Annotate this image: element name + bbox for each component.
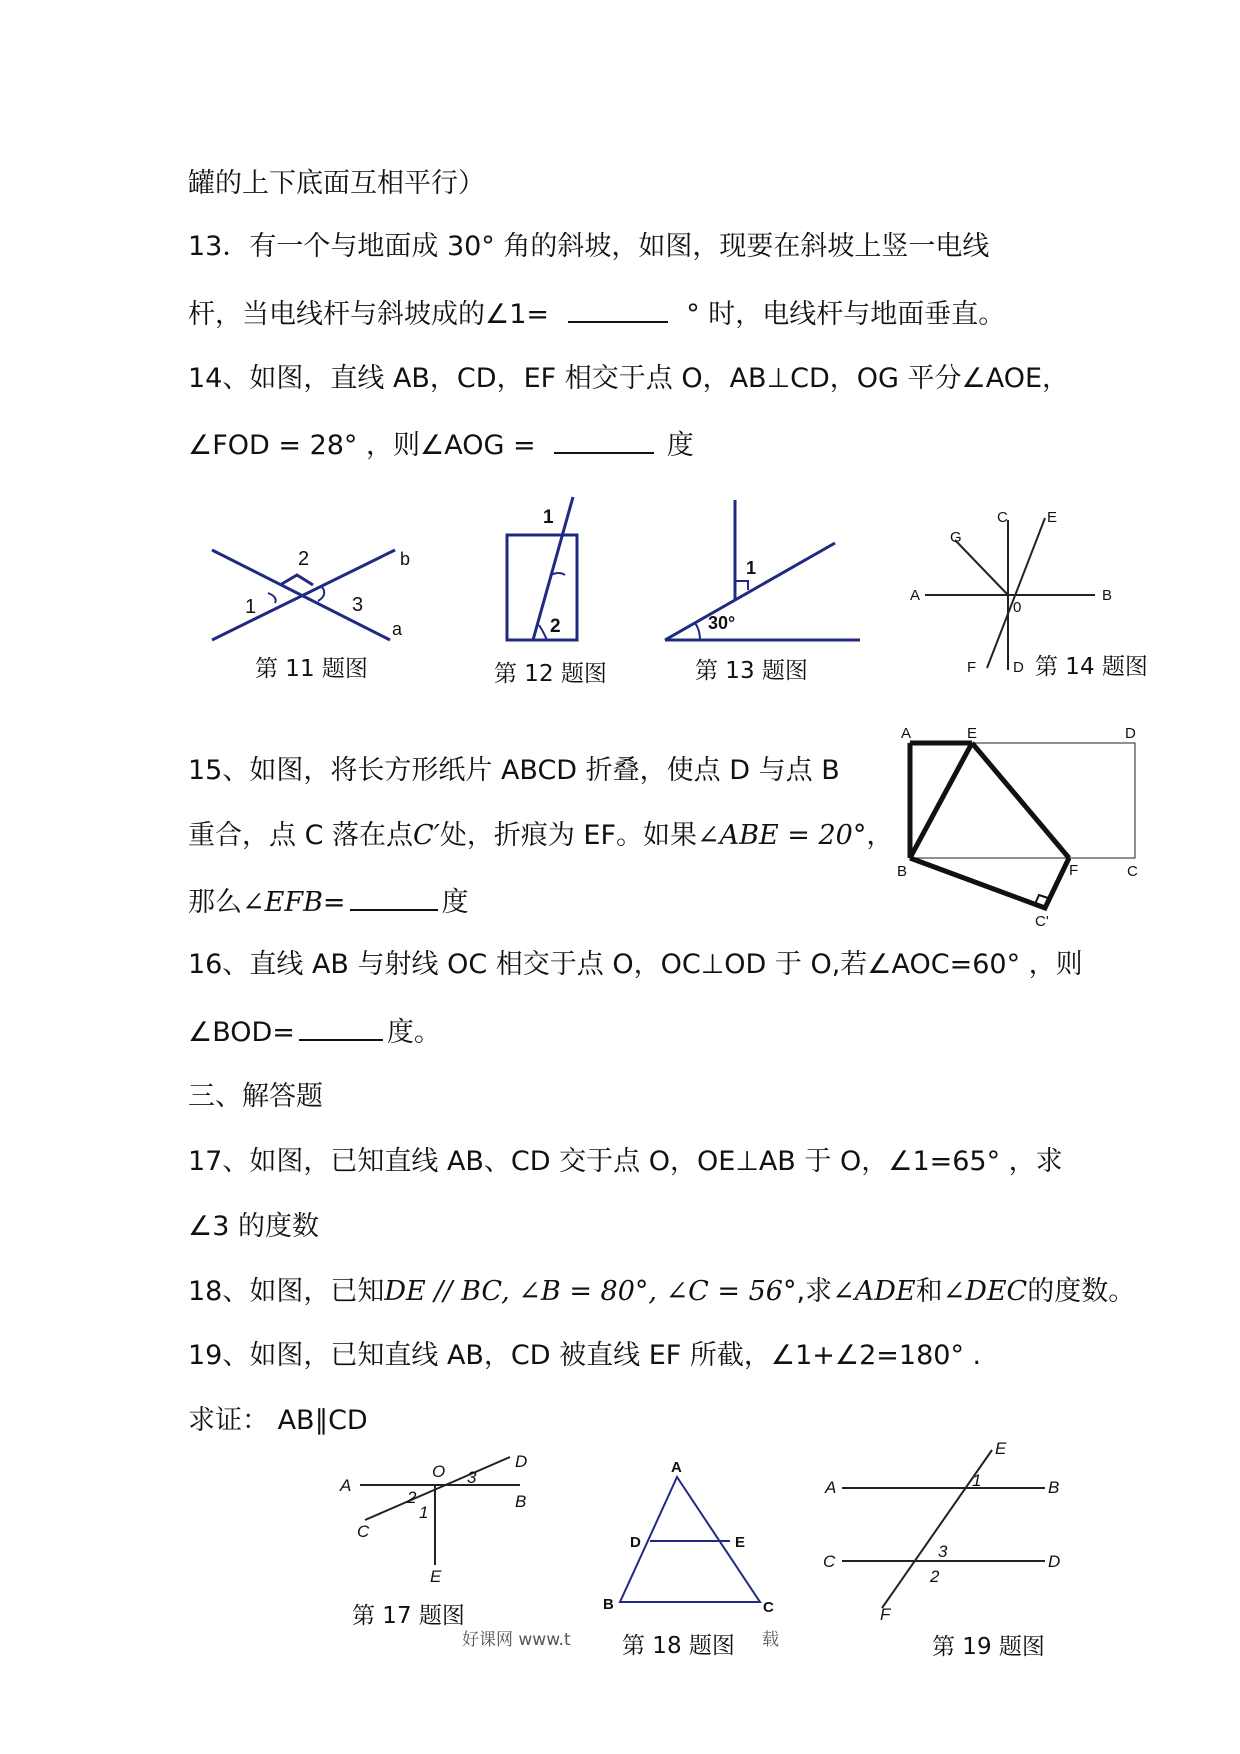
label-1: 1: [972, 1471, 982, 1490]
question-13-text-cont: [188, 295, 1005, 333]
answer-blank[interactable]: [568, 295, 668, 323]
question-14-text: 14、如图，直线 AB，CD，EF 相交于点 O，AB⊥CD，OG 平分∠AOE，: [188, 363, 1070, 394]
label-c: C: [1127, 863, 1138, 880]
angle-mark: [280, 575, 313, 585]
formula: ∠EFB: [242, 887, 323, 918]
label-o: 0: [1013, 599, 1022, 616]
angle-mark: [318, 587, 324, 601]
label-c-prime: C': [1035, 913, 1049, 930]
text-segment: ∠BOD=: [188, 1017, 295, 1048]
text-segment: 度: [666, 430, 694, 461]
formula: C′: [413, 820, 440, 851]
question-18-text: [188, 1274, 1135, 1310]
answer-blank[interactable]: [299, 1013, 383, 1041]
figure-18-caption: 第 18 题图: [622, 1633, 735, 1659]
label-f: F: [967, 659, 977, 676]
label-e: E: [735, 1534, 746, 1551]
text-segment: 度。: [386, 1017, 441, 1048]
label-2: 2: [550, 616, 561, 637]
label-e: E: [1047, 509, 1058, 526]
formula: ∠DEC: [942, 1276, 1028, 1307]
figure-18: [595, 1457, 795, 1627]
label-1: 1: [419, 1503, 429, 1522]
angle-mark: [695, 623, 700, 640]
label-2: 2: [298, 548, 310, 570]
label-e: E: [430, 1567, 442, 1585]
label-c: C: [763, 1599, 774, 1616]
label-e: E: [995, 1440, 1007, 1458]
question-17-text-cont: ∠3 的度数: [188, 1211, 319, 1242]
label-1: 1: [245, 596, 257, 618]
label-e: E: [967, 725, 978, 742]
label-a: A: [340, 1476, 352, 1495]
angle-label-30: 30°: [708, 613, 736, 633]
segment-be: [910, 743, 972, 858]
formula: , ∠B = 80°, ∠C = 56°: [501, 1276, 797, 1307]
folded-part: [910, 858, 1069, 908]
label-a: A: [910, 587, 921, 604]
figure-11-caption: 第 11 题图: [255, 656, 368, 682]
question-15-text-cont2: [188, 883, 469, 921]
label-g: G: [950, 529, 962, 546]
angle-mark: [268, 593, 276, 603]
figure-19: [820, 1440, 1070, 1620]
formula: ∠ABE = 20°: [697, 820, 867, 851]
label-d: D: [1013, 659, 1024, 676]
figure-19-caption: 第 19 题图: [932, 1634, 1045, 1660]
line-ef: [987, 518, 1045, 668]
label-d: D: [515, 1455, 528, 1471]
figure-12-caption: 第 12 题图: [494, 661, 607, 687]
label-3: 3: [352, 594, 364, 616]
label-b: B: [515, 1492, 527, 1511]
formula: DE // BC: [384, 1276, 502, 1307]
angle-mark: [735, 581, 748, 590]
figure-11: [200, 535, 410, 655]
question-16-text-cont: [188, 1013, 441, 1051]
rectangle: [507, 535, 577, 640]
label-b: B: [1102, 587, 1113, 604]
ray-og: [955, 540, 1008, 595]
text-segment: 和: [915, 1276, 943, 1307]
label-2: 2: [930, 1567, 940, 1586]
figure-15: [885, 720, 1145, 930]
question-14-text-cont: [188, 426, 694, 464]
answer-blank[interactable]: [350, 883, 438, 911]
label-b: B: [897, 863, 908, 880]
label-a: A: [671, 1459, 682, 1476]
figure-13: [660, 495, 870, 655]
label-3: 3: [938, 1542, 948, 1561]
answer-blank[interactable]: [554, 426, 654, 454]
text-segment: 18、如图，已知: [188, 1276, 385, 1307]
text-segment: 的度数。: [1027, 1276, 1136, 1307]
figure-17-caption: 第 17 题图: [352, 1603, 465, 1629]
text-segment: 杆，当电线杆与斜坡成的∠1=: [188, 299, 550, 330]
question-19-prove: 求证： AB∥CD: [188, 1405, 368, 1436]
section-heading: 三、解答题: [188, 1081, 323, 1112]
question-13-text: 13．有一个与地面成 30° 角的斜坡，如图，现要在斜坡上竖一电线: [188, 231, 990, 262]
label-f: F: [880, 1605, 891, 1620]
label-a: a: [392, 619, 403, 639]
question-19-text: 19、如图，已知直线 AB，CD 被直线 EF 所截，∠1+∠2=180° .: [188, 1340, 982, 1371]
angle-mark: [551, 573, 565, 575]
text-segment: ° 时，电线杆与地面垂直。: [686, 299, 1006, 330]
figure-14-caption: 第 14 题图: [1035, 654, 1148, 680]
label-d: D: [1125, 725, 1136, 742]
figure-12: [495, 495, 605, 655]
label-a: A: [901, 725, 912, 742]
text-segment: ，: [866, 820, 894, 851]
angle-mark: [539, 625, 547, 640]
question-15-text-cont: [188, 818, 893, 854]
text-segment: =: [322, 887, 346, 918]
formula: ∠ADE: [832, 1276, 916, 1307]
label-3: 3: [467, 1468, 477, 1487]
label-b: B: [1048, 1478, 1060, 1497]
label-1: 1: [543, 507, 554, 528]
label-o: O: [432, 1462, 446, 1481]
label-c: C: [823, 1552, 836, 1571]
label-2: 2: [407, 1488, 417, 1507]
figure-13-caption: 第 13 题图: [695, 658, 808, 684]
label-d: D: [1048, 1552, 1061, 1571]
question-16-text: 16、直线 AB 与射线 OC 相交于点 O，OC⊥OD 于 O,若∠AOC=60° ，则: [188, 949, 1083, 980]
label-b: b: [400, 549, 410, 569]
label-c: C: [357, 1522, 370, 1541]
label-1: 1: [746, 558, 757, 578]
label-b: B: [603, 1596, 614, 1613]
figure-17: [335, 1455, 550, 1585]
label-c: C: [997, 509, 1008, 526]
label-f: F: [1069, 862, 1079, 879]
label-a: A: [825, 1478, 837, 1497]
text-segment: 度: [441, 887, 469, 918]
text-line: 罐的上下底面互相平行）: [188, 168, 485, 199]
question-15-text: 15、如图，将长方形纸片 ABCD 折叠，使点 D 与点 B: [188, 755, 840, 786]
label-d: D: [630, 1534, 641, 1551]
text-segment: 处，折痕为 EF。如果: [439, 820, 698, 851]
text-segment: 重合，点 C 落在点: [188, 820, 414, 851]
watermark-text: 载: [762, 1630, 779, 1650]
text-segment: ∠FOD = 28° ，则∠AOG =: [188, 430, 536, 461]
question-17-text: 17、如图，已知直线 AB、CD 交于点 O，OE⊥AB 于 O，∠1=65° ，求: [188, 1146, 1063, 1177]
text-segment: ,求: [796, 1276, 833, 1307]
text-segment: 那么: [188, 887, 242, 918]
segment-ef: [972, 743, 1069, 858]
watermark-text: 好课网 www.t: [462, 1630, 571, 1650]
